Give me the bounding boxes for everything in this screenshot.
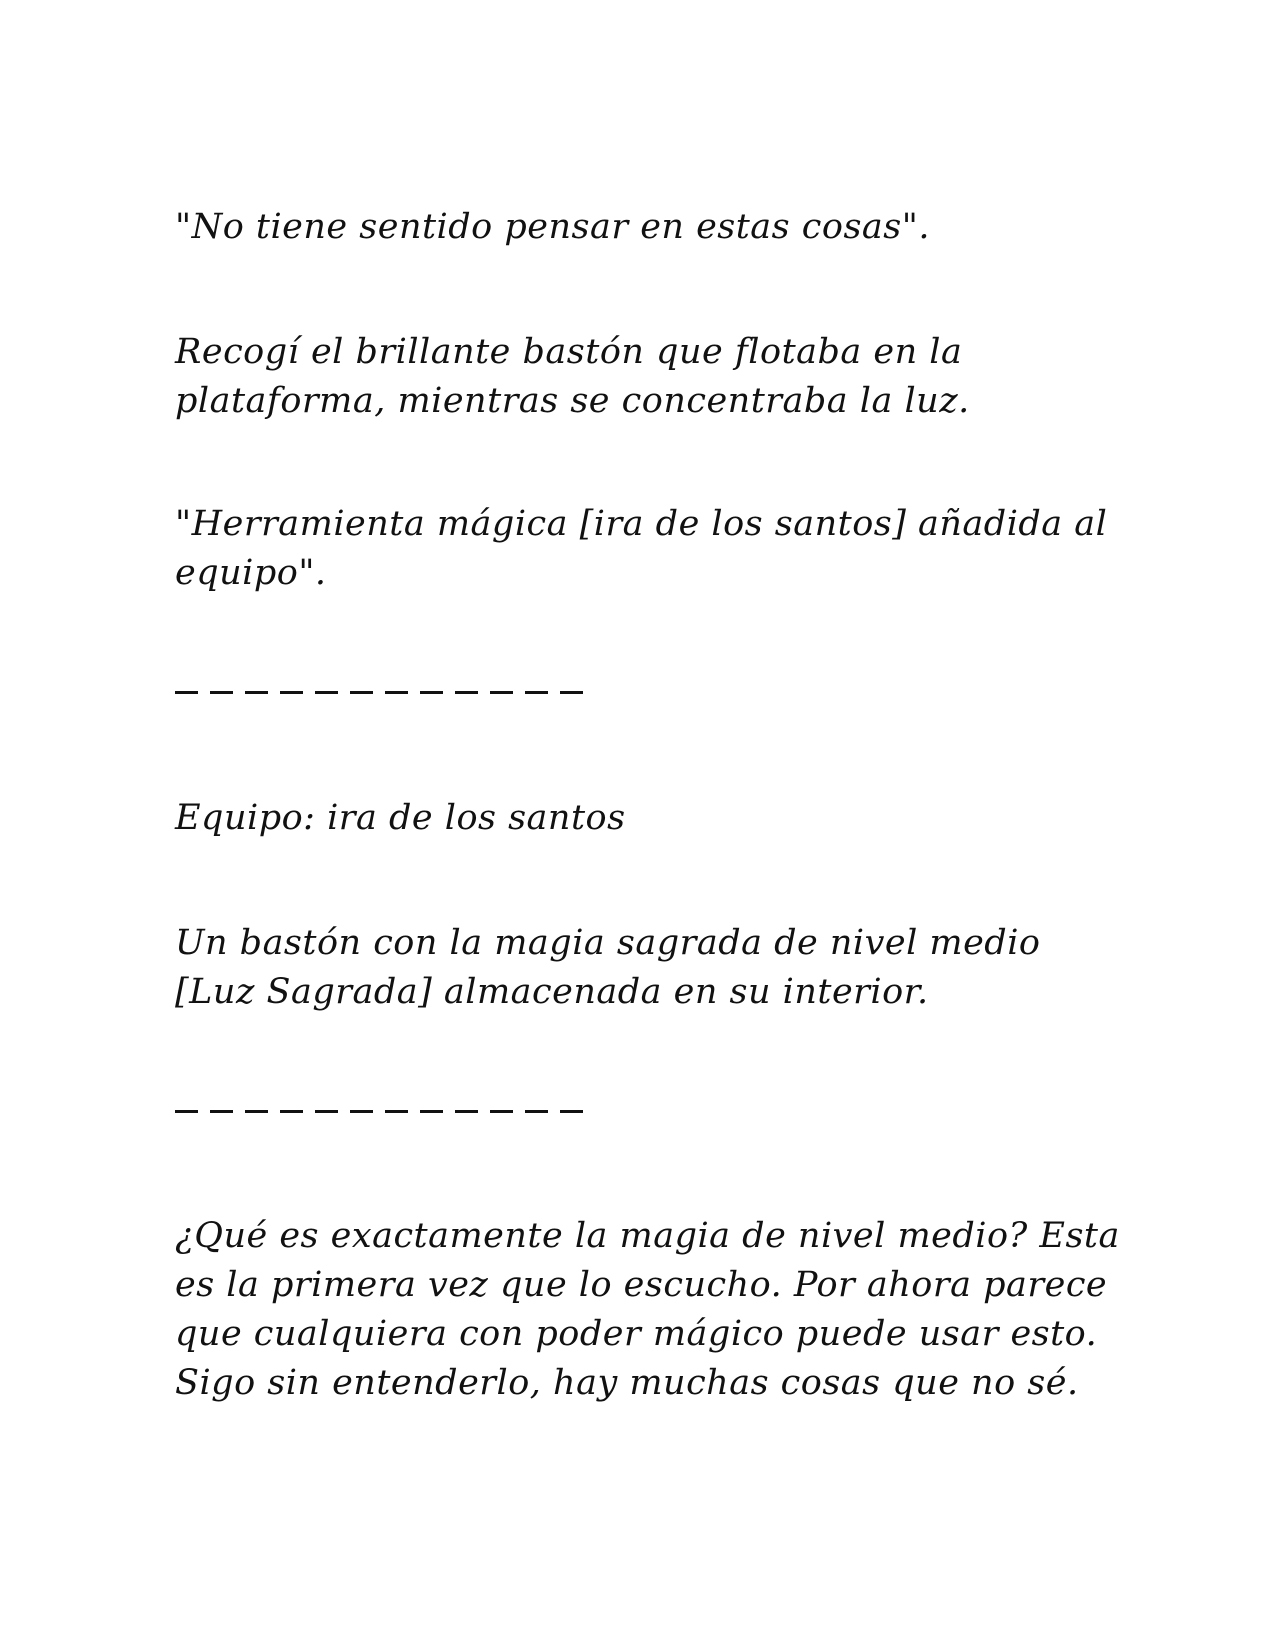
separator-dash	[525, 691, 548, 694]
text-line: es la primera vez que lo escucho. Por ahora parece	[175, 1265, 1108, 1305]
separator-dash	[210, 1110, 233, 1113]
text-line: plataforma, mientras se concentraba la luz.	[175, 381, 970, 421]
separator-dash	[420, 691, 443, 694]
separator-dashes-2	[175, 1110, 583, 1113]
text-line: equipo".	[175, 553, 327, 593]
paragraph-6	[175, 1212, 1120, 1408]
separator-dash	[385, 691, 408, 694]
separator-dash	[315, 1110, 338, 1113]
separator-dash	[280, 1110, 303, 1113]
separator-dash	[350, 691, 373, 694]
separator-dash	[175, 691, 198, 694]
text-line: que cualquiera con poder mágico puede usar esto.	[175, 1314, 1098, 1354]
separator-dash	[490, 691, 513, 694]
paragraph-4	[175, 794, 1095, 843]
text-line: ¿Qué es exactamente la magia de nivel medio? Esta	[175, 1216, 1120, 1256]
paragraph-3	[175, 500, 1108, 598]
text-line: Un bastón con la magia sagrada de nivel medio	[175, 923, 1041, 963]
separator-dash	[245, 691, 268, 694]
separator-dash	[245, 1110, 268, 1113]
text-line: "Herramienta mágica [ira de los santos] añadida al	[175, 504, 1108, 544]
separator-dash	[385, 1110, 408, 1113]
separator-dash	[280, 691, 303, 694]
text-line: [Luz Sagrada] almacenada en su interior.	[175, 972, 929, 1012]
paragraph-1	[175, 203, 1095, 252]
text-line: Sigo sin entenderlo, hay muchas cosas que no sé.	[175, 1363, 1079, 1403]
separator-dash	[560, 1110, 583, 1113]
separator-dash	[420, 1110, 443, 1113]
text-line: Recogí el brillante bastón que flotaba en la	[175, 332, 963, 372]
separator-dash	[350, 1110, 373, 1113]
separator-dash	[560, 691, 583, 694]
paragraph-5	[175, 919, 1095, 1017]
text-line: "No tiene sentido pensar en estas cosas".	[175, 207, 930, 247]
separator-dash	[210, 691, 233, 694]
separator-dash	[525, 1110, 548, 1113]
text-line: Equipo: ira de los santos	[175, 798, 626, 838]
separator-dash	[455, 1110, 478, 1113]
separator-dash	[490, 1110, 513, 1113]
separator-dash	[455, 691, 478, 694]
separator-dash	[315, 691, 338, 694]
paragraph-2	[175, 328, 1095, 426]
separator-dash	[175, 1110, 198, 1113]
separator-dashes-1	[175, 691, 583, 694]
